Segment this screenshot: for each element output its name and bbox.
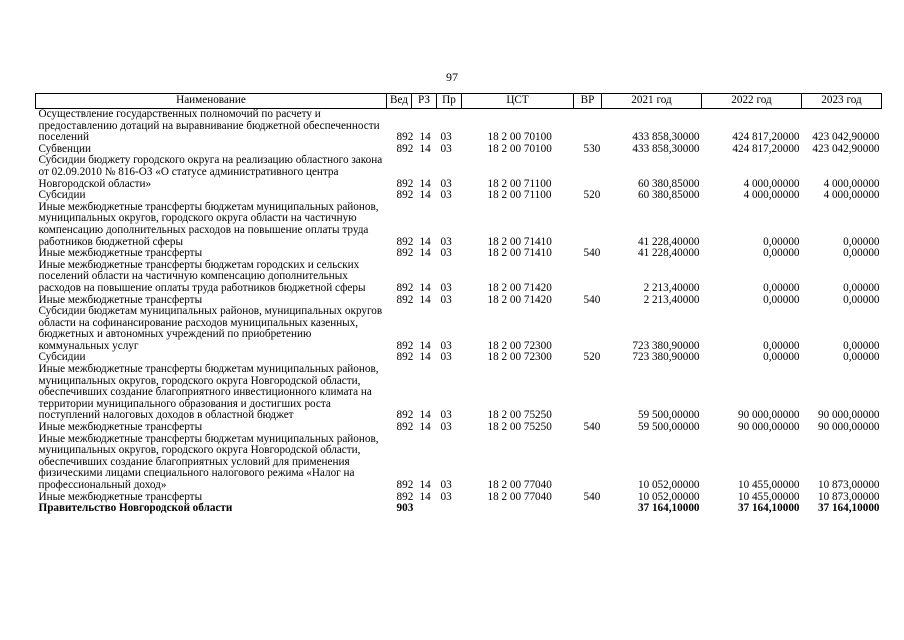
cell-2023: 423 042,90000 — [812, 131, 880, 144]
cell-ved: 892 — [396, 339, 414, 352]
header-rz: РЗ — [412, 94, 437, 109]
cell-vr: 540 — [583, 293, 601, 306]
cell-cst: 18 2 00 77040 — [487, 479, 552, 491]
cell-pr: 03 — [440, 293, 452, 306]
cell-2021: 41 228,40000 — [637, 247, 700, 260]
cell-pr: 03 — [440, 409, 452, 422]
cell-2023: 0,00000 — [843, 281, 880, 294]
cell-pr — [437, 503, 462, 515]
cell-name: Субсидии бюджету городского округа на реализацию областного закона от 02.09.2010 № 816-ОЗ «О статусе административного центра Новгородской области» — [38, 154, 383, 190]
cell-vr: 520 — [583, 351, 601, 364]
table-row — [36, 202, 882, 248]
header-ved: Вед — [387, 94, 412, 109]
cell-name: Иные межбюджетные трансферты бюджетам муниципальных районов, муниципальных округов, городского округа Новгородской области, обеспечивших создание благоприятного инвестиционного климата на территории муниципального образования и достигших роста поступлений налоговых доходов в областной бюджет — [38, 363, 379, 422]
cell-cst: 18 2 00 71420 — [487, 293, 552, 306]
table-total-row — [36, 503, 882, 515]
cell-name: Субсидии — [38, 189, 86, 202]
cell-2022: 0,00000 — [763, 339, 800, 352]
cell-rz: 14 — [419, 247, 431, 260]
cell-2022: 90 000,00000 — [737, 409, 800, 422]
header-cst: ЦСТ — [462, 94, 574, 109]
page-number: 97 — [446, 70, 458, 84]
cell-ved: 892 — [396, 177, 414, 190]
header-vr: ВР — [574, 94, 602, 109]
cell-2022: 4 000,00000 — [743, 189, 800, 202]
cell-rz: 14 — [419, 131, 431, 144]
cell-rz: 14 — [419, 177, 431, 190]
cell-2021: 2 213,40000 — [643, 281, 700, 294]
cell-2023: 10 873,00000 — [817, 490, 880, 503]
cell-ved: 892 — [396, 421, 414, 434]
cell-name: Субсидии бюджетам муниципальных районов, муниципальных округов области на софинансирование расходов муниципальных казенных, бюджетных и автономных учреждений по приобретению коммунальных услуг — [38, 305, 383, 352]
cell-2023: 423 042,90000 — [812, 142, 880, 155]
cell-2023: 4 000,00000 — [823, 177, 880, 190]
budget-table — [35, 93, 882, 515]
cell-ved: 892 — [396, 189, 414, 202]
cell-name: Иные межбюджетные трансферты — [38, 293, 203, 306]
cell-cst: 18 2 00 75250 — [487, 421, 552, 434]
cell-vr — [574, 306, 602, 352]
cell-vr — [574, 260, 602, 295]
cell-2021: 41 228,40000 — [637, 235, 700, 248]
cell-ved: 892 — [396, 281, 414, 294]
cell-rz: 14 — [419, 189, 431, 202]
cell-name: Иные межбюджетные трансферты бюджетам муниципальных районов, муниципальных округов, городского округа Новгородской области, обеспечивших создание благоприятных условий для применения физическими лицами специального налогового режима «Налог на профессиональный доход» — [38, 432, 379, 491]
cell-2023: 0,00000 — [843, 351, 880, 364]
cell-pr: 03 — [440, 351, 452, 364]
cell-pr: 03 — [440, 490, 452, 503]
cell-ved: 892 — [396, 490, 414, 503]
header-2023: 2023 год — [802, 94, 882, 109]
cell-pr: 03 — [440, 131, 452, 144]
cell-vr: 520 — [583, 189, 601, 202]
cell-ved: 892 — [396, 235, 414, 248]
cell-cst: 18 2 00 71410 — [487, 247, 552, 260]
cell-pr: 03 — [440, 247, 452, 260]
cell-2023: 0,00000 — [843, 339, 880, 352]
table-header-row — [36, 94, 882, 109]
cell-cst: 18 2 00 71100 — [487, 177, 552, 190]
cell-2022: 424 817,20000 — [732, 131, 800, 144]
cell-2021: 433 858,30000 — [632, 142, 700, 155]
cell-ved: 892 — [396, 479, 414, 491]
cell-name: Иные межбюджетные трансферты — [38, 247, 203, 260]
cell-cst: 18 2 00 71410 — [487, 235, 552, 248]
cell-cst — [462, 503, 574, 515]
table-row — [36, 190, 882, 202]
cell-vr: 540 — [583, 247, 601, 260]
table-row — [36, 248, 882, 260]
cell-2021: 723 380,90000 — [632, 339, 700, 352]
cell-pr: 03 — [440, 235, 452, 248]
cell-ved: 892 — [396, 247, 414, 260]
cell-rz: 14 — [419, 281, 431, 294]
cell-name: Иные межбюджетные трансферты — [38, 490, 203, 503]
table-row — [36, 260, 882, 295]
header-pr: Пр — [437, 94, 462, 109]
cell-2023: 90 000,00000 — [817, 409, 880, 422]
table-row — [36, 109, 882, 144]
cell-2023: 37 164,10000 — [817, 502, 880, 515]
cell-pr: 03 — [440, 281, 452, 294]
cell-2021: 10 052,00000 — [637, 479, 700, 491]
table-row — [36, 155, 882, 190]
table-row — [36, 364, 882, 422]
cell-2022: 0,00000 — [763, 293, 800, 306]
cell-pr: 03 — [440, 189, 452, 202]
cell-ved: 903 — [396, 502, 414, 515]
cell-2023: 0,00000 — [843, 293, 880, 306]
cell-vr: 530 — [583, 142, 601, 155]
header-2022: 2022 год — [702, 94, 802, 109]
cell-2021: 60 380,85000 — [637, 177, 700, 190]
cell-2022: 424 817,20000 — [732, 142, 800, 155]
cell-rz: 14 — [419, 479, 431, 491]
cell-pr: 03 — [440, 177, 452, 190]
table-row — [36, 434, 882, 492]
cell-cst: 18 2 00 70100 — [487, 131, 552, 144]
cell-name: Иные межбюджетные трансферты — [38, 421, 203, 434]
cell-2023: 90 000,00000 — [817, 421, 880, 434]
cell-2021: 2 213,40000 — [643, 293, 700, 306]
cell-rz: 14 — [419, 339, 431, 352]
cell-cst: 18 2 00 70100 — [487, 142, 552, 155]
cell-2022: 0,00000 — [763, 235, 800, 248]
cell-pr: 03 — [440, 142, 452, 155]
cell-name: Правительство Новгородской области — [38, 502, 233, 515]
cell-rz: 14 — [419, 351, 431, 364]
cell-2023: 0,00000 — [843, 235, 880, 248]
cell-rz: 14 — [419, 142, 431, 155]
header-2021: 2021 год — [602, 94, 702, 109]
cell-rz: 14 — [419, 490, 431, 503]
cell-2022: 37 164,10000 — [737, 502, 800, 515]
cell-name: Иные межбюджетные трансферты бюджетам городских и сельских поселений области на частичную компенсацию дополнительных расходов на повышение оплаты труда работников бюджетной сферы — [38, 258, 366, 294]
cell-2022: 90 000,00000 — [737, 421, 800, 434]
cell-2021: 59 500,00000 — [637, 421, 700, 434]
table-row — [36, 422, 882, 434]
cell-ved: 892 — [396, 142, 414, 155]
cell-2021: 37 164,10000 — [637, 502, 700, 515]
cell-2022: 4 000,00000 — [743, 177, 800, 190]
cell-2023: 10 873,00000 — [817, 479, 880, 491]
cell-2021: 59 500,00000 — [637, 409, 700, 422]
cell-2022: 0,00000 — [763, 247, 800, 260]
header-name: Наименование — [36, 94, 387, 109]
cell-vr: 540 — [583, 490, 601, 503]
cell-vr: 540 — [583, 421, 601, 434]
cell-pr: 03 — [440, 479, 452, 491]
cell-2022: 0,00000 — [763, 281, 800, 294]
cell-name: Субвенции — [38, 142, 91, 155]
cell-name: Иные межбюджетные трансферты бюджетам муниципальных районов, муниципальных округов, городского округа области на частичную компенсацию дополнительных расходов на повышение оплаты труда работников бюджетной сферы — [38, 200, 379, 248]
cell-2023: 4 000,00000 — [823, 189, 880, 202]
cell-ved: 892 — [396, 293, 414, 306]
table-body — [36, 109, 882, 515]
cell-cst: 18 2 00 72300 — [487, 351, 552, 364]
table-row — [36, 306, 882, 352]
cell-vr — [574, 503, 602, 515]
cell-2021: 10 052,00000 — [637, 490, 700, 503]
cell-2021: 60 380,85000 — [637, 189, 700, 202]
cell-cst: 18 2 00 72300 — [487, 339, 552, 352]
cell-vr — [574, 202, 602, 248]
cell-name: Осуществление государственных полномочий по расчету и предоставлению дотаций на выравнивание бюджетной обеспеченности поселений — [38, 108, 380, 144]
cell-rz: 14 — [419, 235, 431, 248]
cell-ved: 892 — [396, 351, 414, 364]
cell-2022: 10 455,00000 — [737, 479, 800, 491]
cell-ved: 892 — [396, 131, 414, 144]
cell-rz: 14 — [419, 409, 431, 422]
cell-vr — [574, 109, 602, 144]
cell-pr: 03 — [440, 421, 452, 434]
cell-ved: 892 — [396, 409, 414, 422]
cell-2021: 433 858,30000 — [632, 131, 700, 144]
cell-rz: 14 — [419, 293, 431, 306]
cell-rz: 14 — [419, 421, 431, 434]
cell-2022: 0,00000 — [763, 351, 800, 364]
cell-2023: 0,00000 — [843, 247, 880, 260]
cell-name: Субсидии — [38, 351, 86, 364]
cell-cst: 18 2 00 75250 — [487, 409, 552, 422]
cell-2022: 10 455,00000 — [737, 490, 800, 503]
cell-cst: 18 2 00 77040 — [487, 490, 552, 503]
cell-vr — [574, 364, 602, 422]
cell-cst: 18 2 00 71100 — [487, 189, 552, 202]
cell-cst: 18 2 00 71420 — [487, 281, 552, 294]
cell-pr: 03 — [440, 339, 452, 352]
cell-rz — [412, 503, 437, 515]
cell-2021: 723 380,90000 — [632, 351, 700, 364]
cell-vr — [574, 155, 602, 190]
cell-vr — [574, 434, 602, 492]
